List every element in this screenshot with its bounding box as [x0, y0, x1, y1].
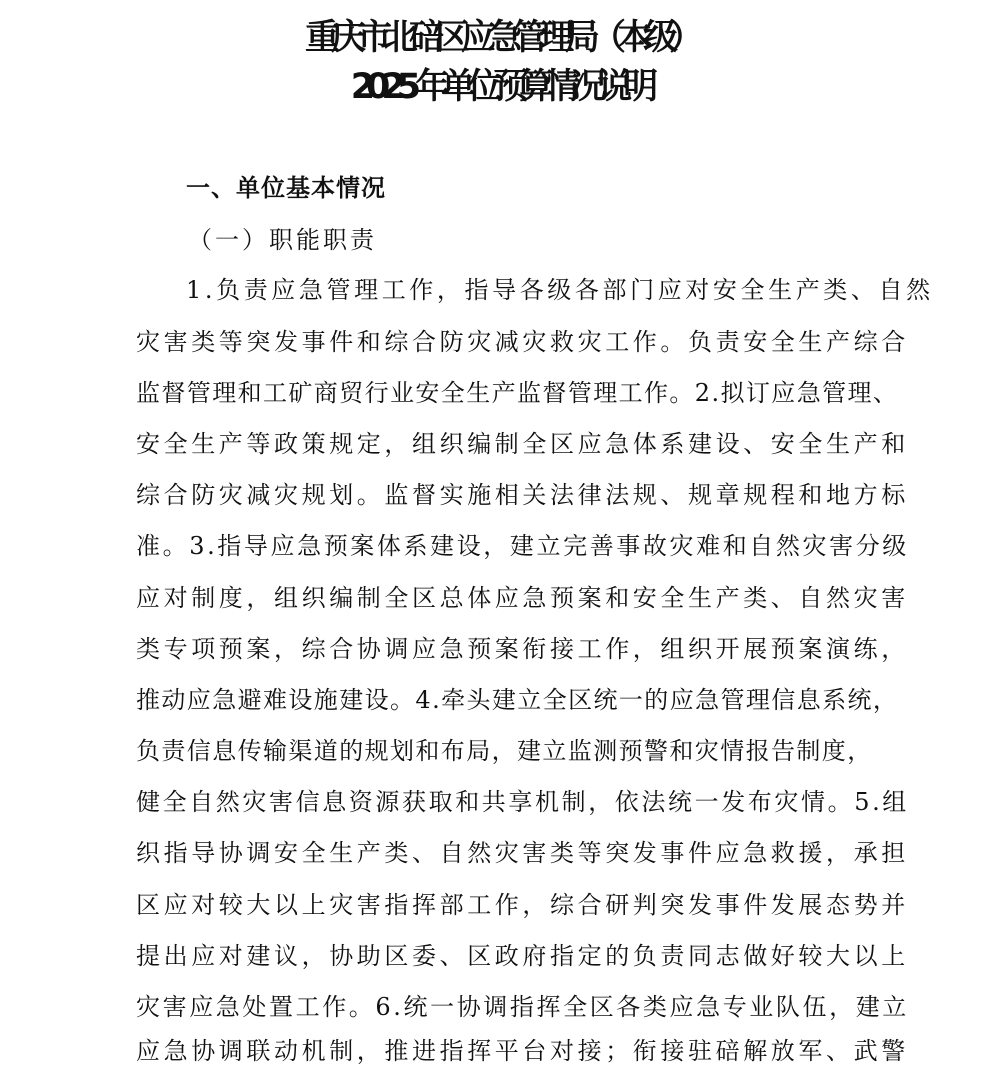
body-line-13: 区应对较大以上灾害指挥部工作，综合研判突发事件发展态势并 — [136, 891, 909, 919]
body-line-10: 负责信息传输渠道的规划和布局，建立监测预警和灾情报告制度， — [136, 737, 873, 765]
body-line-9: 推动应急避难设施建设。4.牵头建立全区统一的应急管理信息系统， — [136, 686, 899, 714]
body-line-4: 安全生产等政策规定，组织编制全区应急体系建设、安全生产和 — [136, 430, 909, 458]
body-line-2: 灾害类等突发事件和综合防灾减灾救灾工作。负责安全生产综合 — [136, 328, 909, 356]
section-heading: 一、单位基本情况 — [186, 174, 386, 202]
body-line-6: 准。3.指导应急预案体系建设，建立完善事故灾难和自然灾害分级 — [136, 532, 909, 560]
body-line-7: 应对制度，组织编制全区总体应急预案和安全生产类、自然灾害 — [136, 584, 909, 612]
body-line-8: 类专项预案，综合协调应急预案衔接工作，组织开展预案演练， — [136, 635, 909, 663]
body-line-14: 提出应对建议，协助区委、区政府指定的负责同志做好较大以上 — [136, 942, 909, 970]
body-line-11: 健全自然灾害信息资源获取和共享机制，依法统一发布灾情。5.组 — [136, 788, 909, 816]
body-line-5: 综合防灾减灾规划。监督实施相关法律法规、规章规程和地方标 — [136, 481, 909, 509]
document-title-line-1: 重庆市北碚区应急管理局（本级） — [304, 18, 695, 58]
body-line-3: 监督管理和工矿商贸行业安全生产监督管理工作。2.拟订应急管理、 — [136, 379, 899, 407]
document-title-line-2: 2025 年单位预算情况说明 — [350, 67, 650, 107]
body-line-1: 1.负责应急管理工作，指导各级各部门应对安全生产类、自然 — [186, 276, 934, 304]
body-line-15: 灾害应急处置工作。6.统一协调指挥全区各类应急专业队伍，建立 — [136, 993, 909, 1021]
subsection-heading: （一）职能职责 — [188, 226, 377, 254]
body-line-12: 织指导协调安全生产类、自然灾害类等突发事件应急救援，承担 — [136, 839, 909, 867]
body-line-16: 应急协调联动机制，推进指挥平台对接；衔接驻碚解放军、武警 — [136, 1037, 909, 1065]
